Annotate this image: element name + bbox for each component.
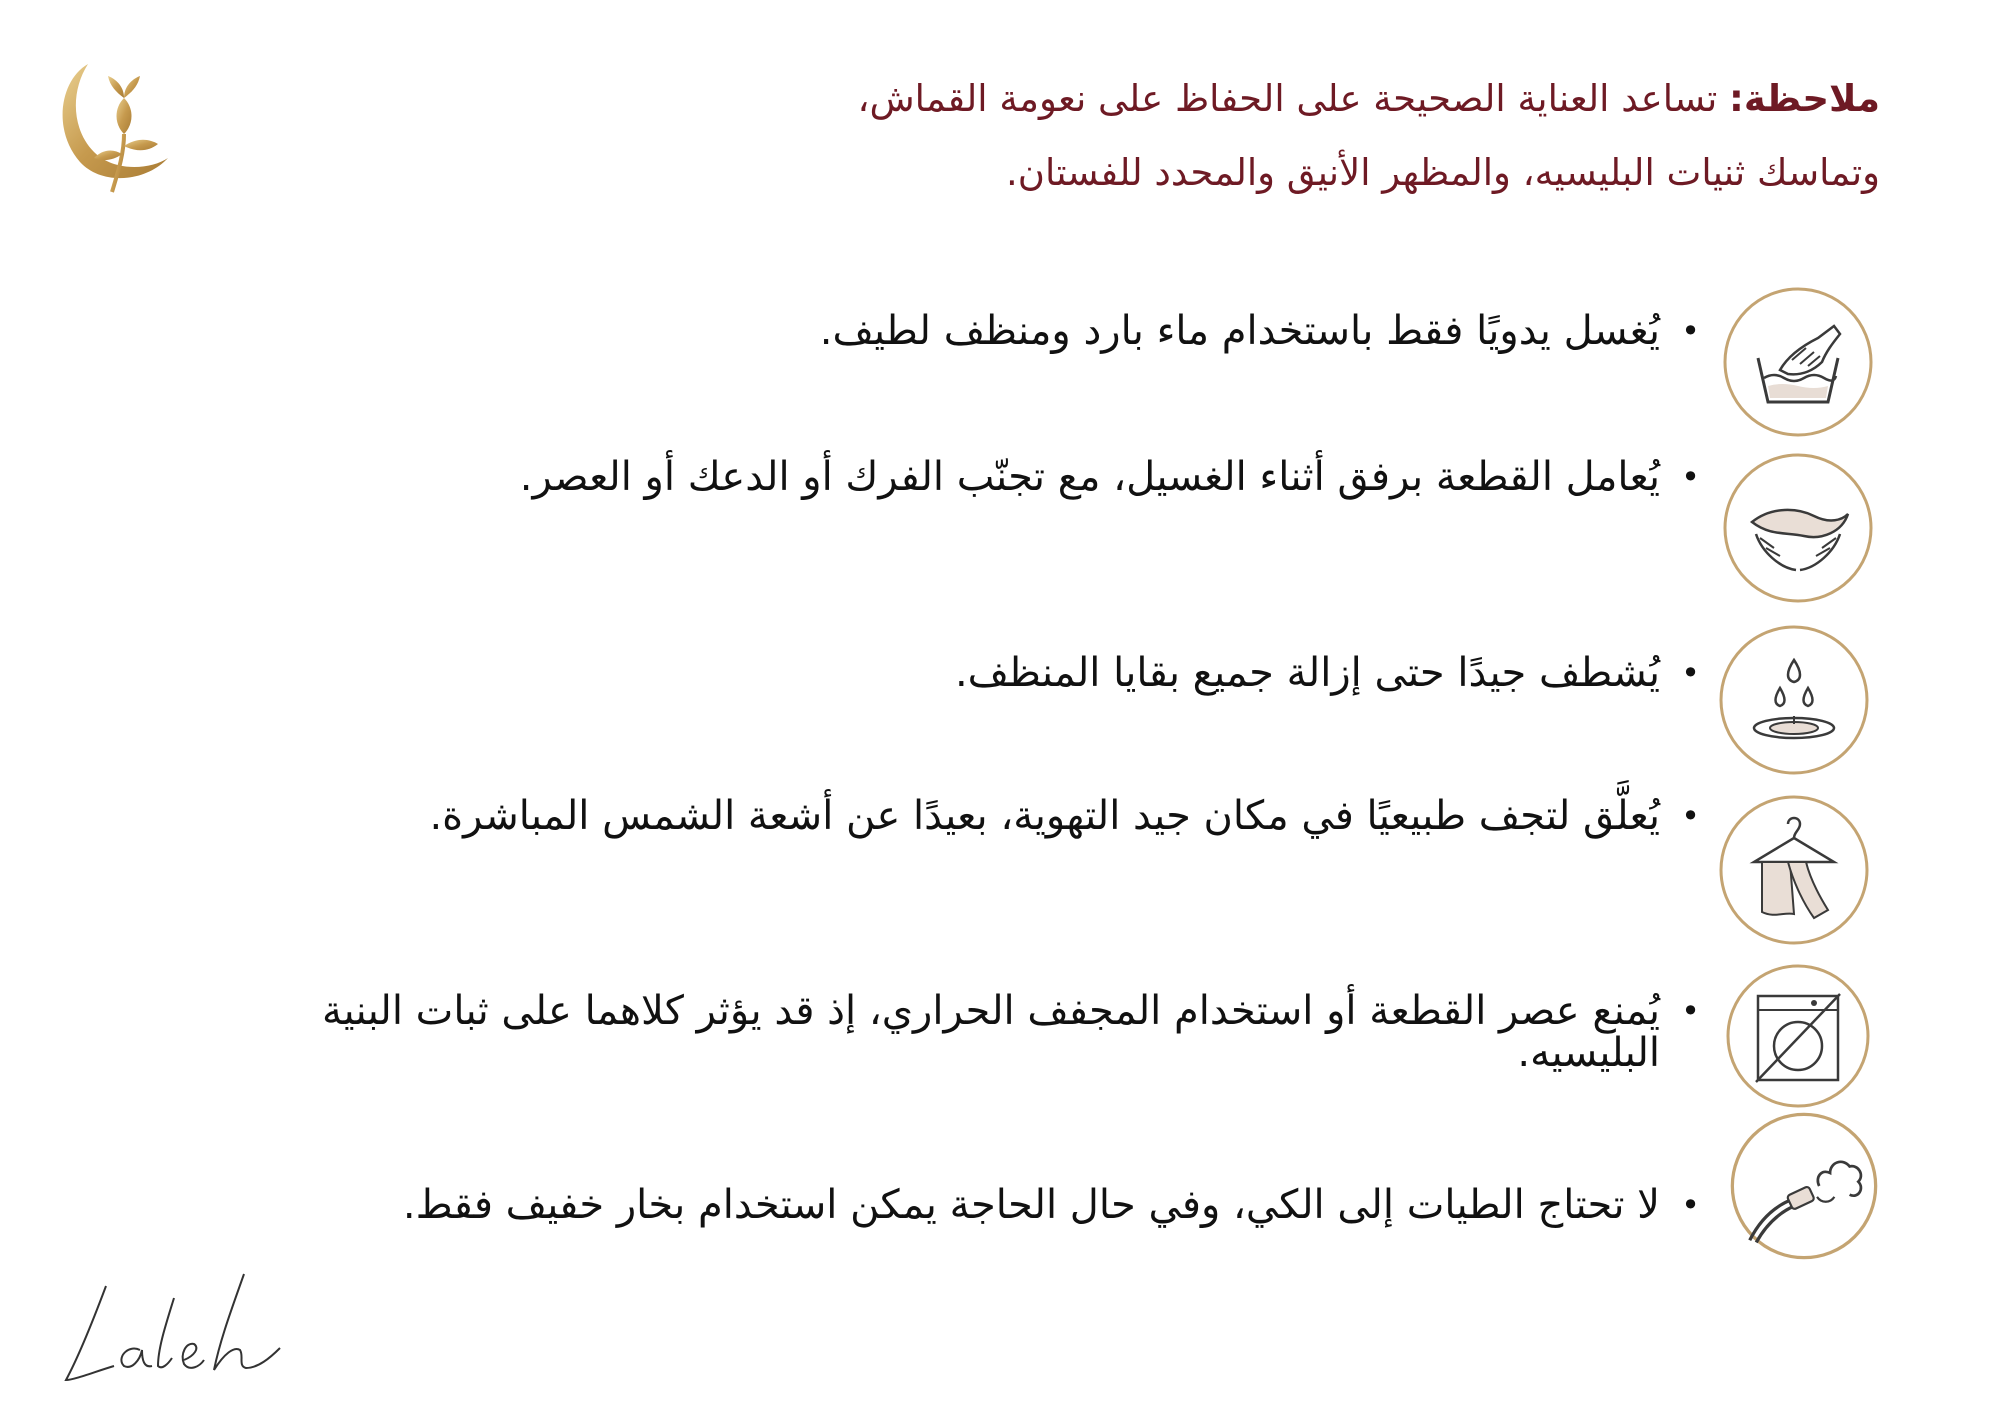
care-item-text: يُغسل يدويًا فقط باستخدام ماء بارد ومنظف لطيف. bbox=[819, 308, 1660, 354]
steamer-icon bbox=[1728, 1110, 1880, 1262]
bullet-icon: • bbox=[1681, 1186, 1700, 1224]
note-label: ملاحظة: bbox=[1729, 77, 1880, 120]
care-item-steam bbox=[220, 1182, 1700, 1228]
bullet-icon: • bbox=[1681, 312, 1700, 350]
note-line-2: وتماسك ثنيات البليسيه، والمظهر الأنيق والمحدد للفستان. bbox=[1006, 151, 1880, 194]
care-item-text: يُمنع عصر القطعة أو استخدام المجفف الحراري، إذ قد يؤثر كلاهما على ثبات البنية البليسيه. bbox=[322, 988, 1660, 1076]
care-item-text: يُشطف جيدًا حتى إزالة جميع بقايا المنظف. bbox=[954, 650, 1660, 696]
bullet-icon: • bbox=[1681, 992, 1700, 1030]
bullet-icon: • bbox=[1681, 797, 1700, 835]
care-item-text: يُعامل القطعة برفق أثناء الغسيل، مع تجنّب الفرك أو الدعك أو العصر. bbox=[519, 454, 1660, 500]
care-item-no-wring-dryer bbox=[220, 988, 1700, 1076]
bullet-icon: • bbox=[1681, 654, 1700, 692]
hanger-dry-icon bbox=[1718, 794, 1870, 946]
care-item-text: يُعلَّق لتجف طبيعيًا في مكان جيد التهوية، بعيدًا عن أشعة الشمس المباشرة. bbox=[429, 793, 1660, 839]
water-drops-rinse-icon bbox=[1718, 624, 1870, 776]
care-item-hang-dry bbox=[220, 793, 1700, 839]
care-item-rinse bbox=[220, 650, 1700, 696]
bullet-icon: • bbox=[1681, 458, 1700, 496]
care-item-gentle-handling bbox=[220, 454, 1700, 500]
no-tumble-dry-icon bbox=[1722, 960, 1874, 1112]
laleh-signature-icon bbox=[54, 1268, 284, 1392]
care-item-hand-wash bbox=[220, 308, 1700, 354]
care-item-text: لا تحتاج الطيات إلى الكي، وفي حال الحاجة يمكن استخدام بخار خفيف فقط. bbox=[402, 1182, 1660, 1228]
note-line-1-text: تساعد العناية الصحيحة على الحفاظ على نعومة القماش، bbox=[857, 77, 1730, 120]
hands-holding-fabric-icon bbox=[1722, 452, 1874, 604]
hand-wash-basin-icon bbox=[1722, 286, 1874, 438]
brand-signature bbox=[54, 1268, 284, 1392]
